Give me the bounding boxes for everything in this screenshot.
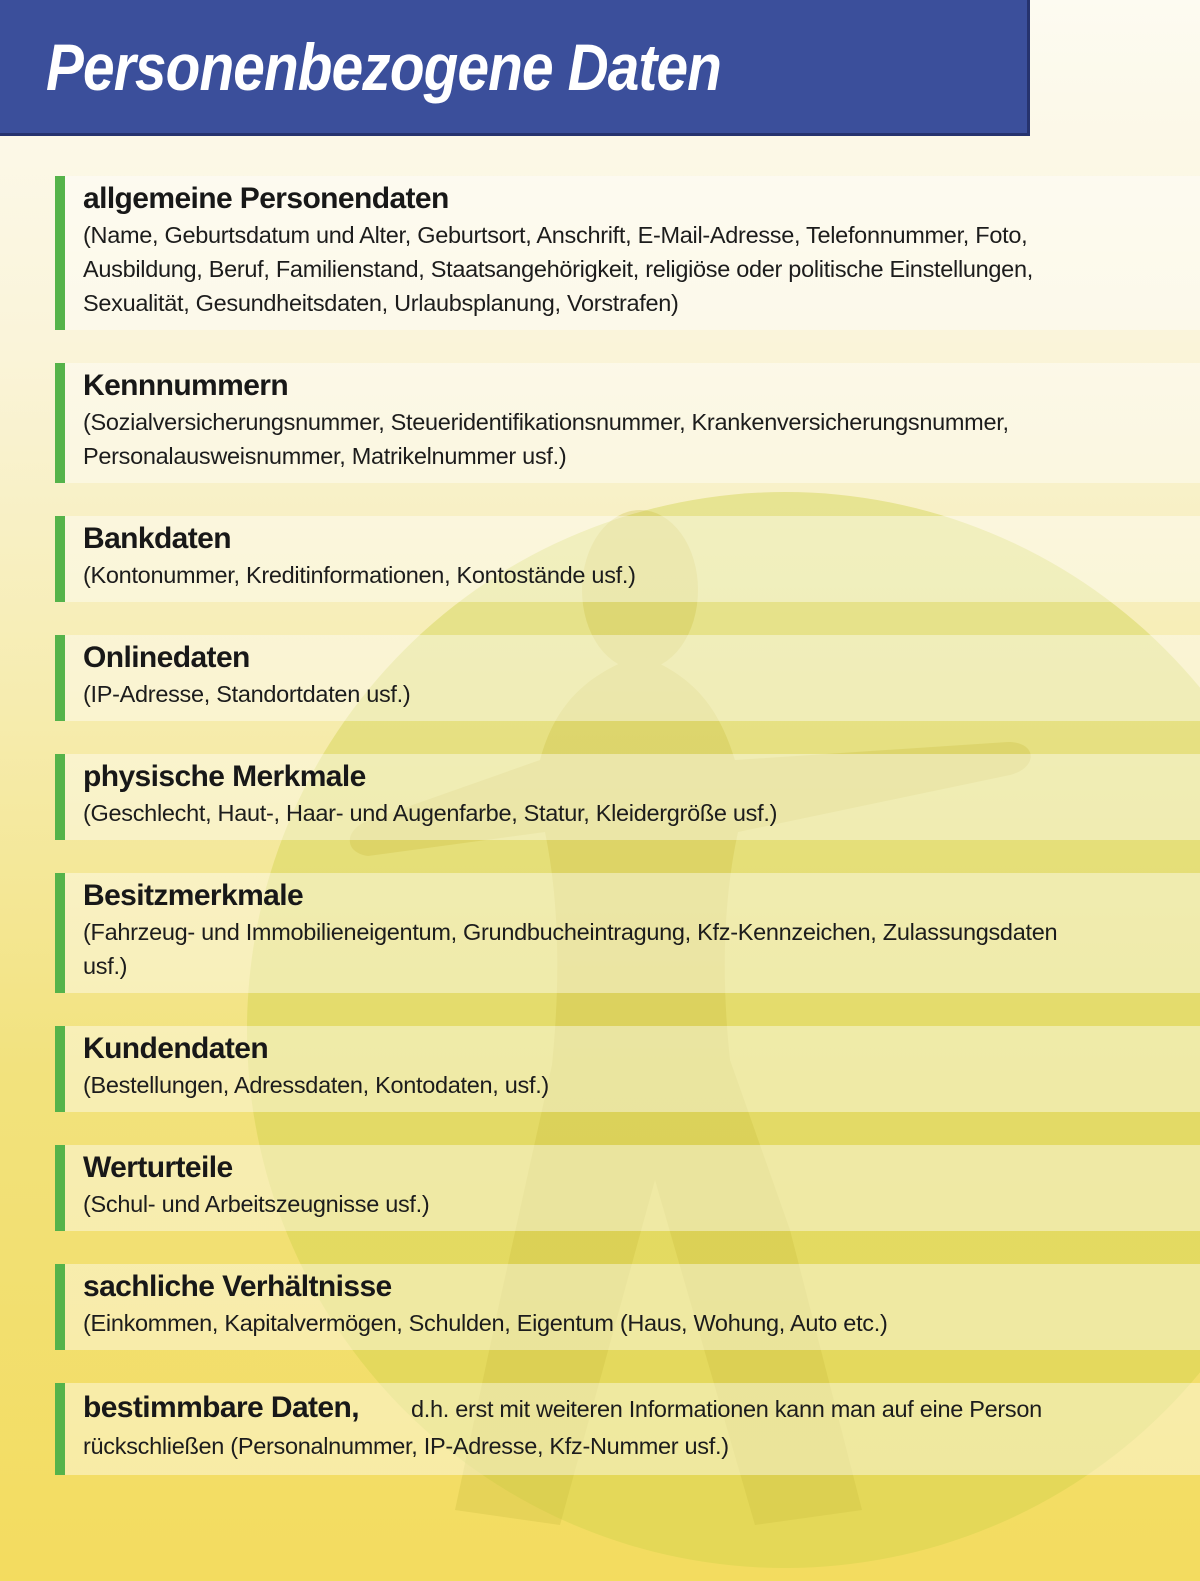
section-paragraph (83, 1389, 1083, 1465)
page-title: Personenbezogene Daten (46, 29, 721, 104)
title-banner (0, 0, 1030, 136)
data-category-section (55, 516, 1200, 602)
data-category-section (55, 635, 1200, 721)
section-description: (Bestellungen, Adressdaten, Kontodaten, usf.) (83, 1072, 549, 1098)
section-description: (Schul- und Arbeitszeugnisse usf.) (83, 1191, 430, 1217)
section-description: (Geschlecht, Haut-, Haar- und Augenfarbe, Statur, Kleidergröße usf.) (83, 800, 778, 826)
section-heading: physische Merkmale (83, 760, 366, 793)
section-description: d.h. erst mit weiteren Informationen kann man auf eine Person rückschließen (Personalnummer, IP-Adresse, Kfz-Nummer usf.) (83, 1396, 1042, 1459)
section-heading: bestimmbare Daten, (83, 1391, 359, 1424)
sections (55, 176, 1200, 1508)
section-description: (Kontonummer, Kreditinformationen, Kontostände usf.) (83, 562, 636, 588)
section-heading: allgemeine Personendaten (83, 182, 449, 215)
section-heading: Kundendaten (83, 1032, 269, 1065)
data-category-section (55, 1264, 1200, 1350)
section-heading: Onlinedaten (83, 641, 250, 674)
section-description: (IP-Adresse, Standortdaten usf.) (83, 681, 411, 707)
data-category-section (55, 873, 1200, 993)
section-description: (Sozialversicherungsnummer, Steueridentifikationsnummer, Krankenversicherungsnummer, Personalausweisnummer, Matrikelnummer usf.) (83, 409, 1009, 469)
section-heading: Kennnummern (83, 369, 289, 402)
data-category-section (55, 1383, 1200, 1475)
data-category-section (55, 1026, 1200, 1112)
data-category-section (55, 363, 1200, 483)
section-heading: Bankdaten (83, 522, 231, 555)
section-heading: sachliche Verhältnisse (83, 1270, 392, 1303)
data-category-section (55, 754, 1200, 840)
data-category-section (55, 176, 1200, 330)
section-description: (Name, Geburtsdatum und Alter, Geburtsort, Anschrift, E-Mail-Adresse, Telefonnummer, Foto, Ausbildung, Beruf, Familienstand, Staatsangehörigkeit, religiöse oder politische Einstellungen, Sexualität, Gesundheitsdaten, Urlaubsplanung, Vorstrafen) (83, 222, 1033, 316)
section-heading: Werturteile (83, 1151, 233, 1184)
section-description: (Fahrzeug- und Immobilieneigentum, Grundbucheintragung, Kfz-Kennzeichen, Zulassungsdaten usf.) (83, 919, 1058, 979)
section-description: (Einkommen, Kapitalvermögen, Schulden, Eigentum (Haus, Wohung, Auto etc.) (83, 1310, 888, 1336)
data-category-section (55, 1145, 1200, 1231)
section-heading: Besitzmerkmale (83, 879, 304, 912)
